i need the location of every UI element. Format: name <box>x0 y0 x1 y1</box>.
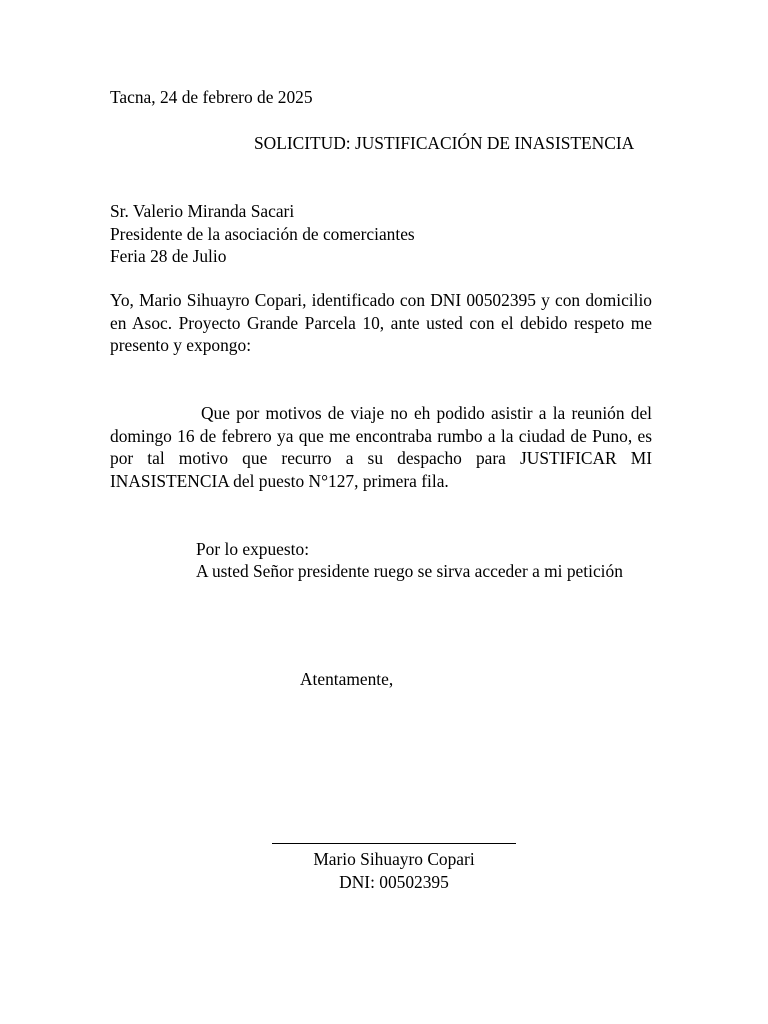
recipient-organization: Feria 28 de Julio <box>110 246 227 266</box>
body-paragraph: Que por motivos de viaje no eh podido asistir a la reunión del domingo 16 de febrero ya que me encontraba rumbo a la ciudad de Puno, es por tal motivo que recurro a su despacho para JUSTIFICAR MI INASISTENCIA del puesto N°127, primera fila. <box>110 403 652 491</box>
recipient-name: Sr. Valerio Miranda Sacari <box>110 201 295 221</box>
signature-name: Mario Sihuayro Copari <box>313 849 475 869</box>
recipient-position: Presidente de la asociación de comerciantes <box>110 224 415 244</box>
place-date: Tacna, 24 de febrero de 2025 <box>110 87 313 107</box>
signature-line <box>272 843 516 844</box>
signature-dni: DNI: 00502395 <box>339 872 449 892</box>
closing-request: A usted Señor presidente ruego se sirva acceder a mi petición <box>196 561 623 581</box>
subject-line: SOLICITUD: JUSTIFICACIÓN DE INASISTENCIA <box>254 133 635 153</box>
intro-paragraph: Yo, Mario Sihuayro Copari, identificado con DNI 00502395 y con domicilio en Asoc. Proyecto Grande Parcela 10, ante usted con el debido respeto me presento y expongo: <box>110 290 652 355</box>
closing-intro: Por lo expuesto: <box>196 539 310 559</box>
farewell: Atentamente, <box>300 669 394 689</box>
